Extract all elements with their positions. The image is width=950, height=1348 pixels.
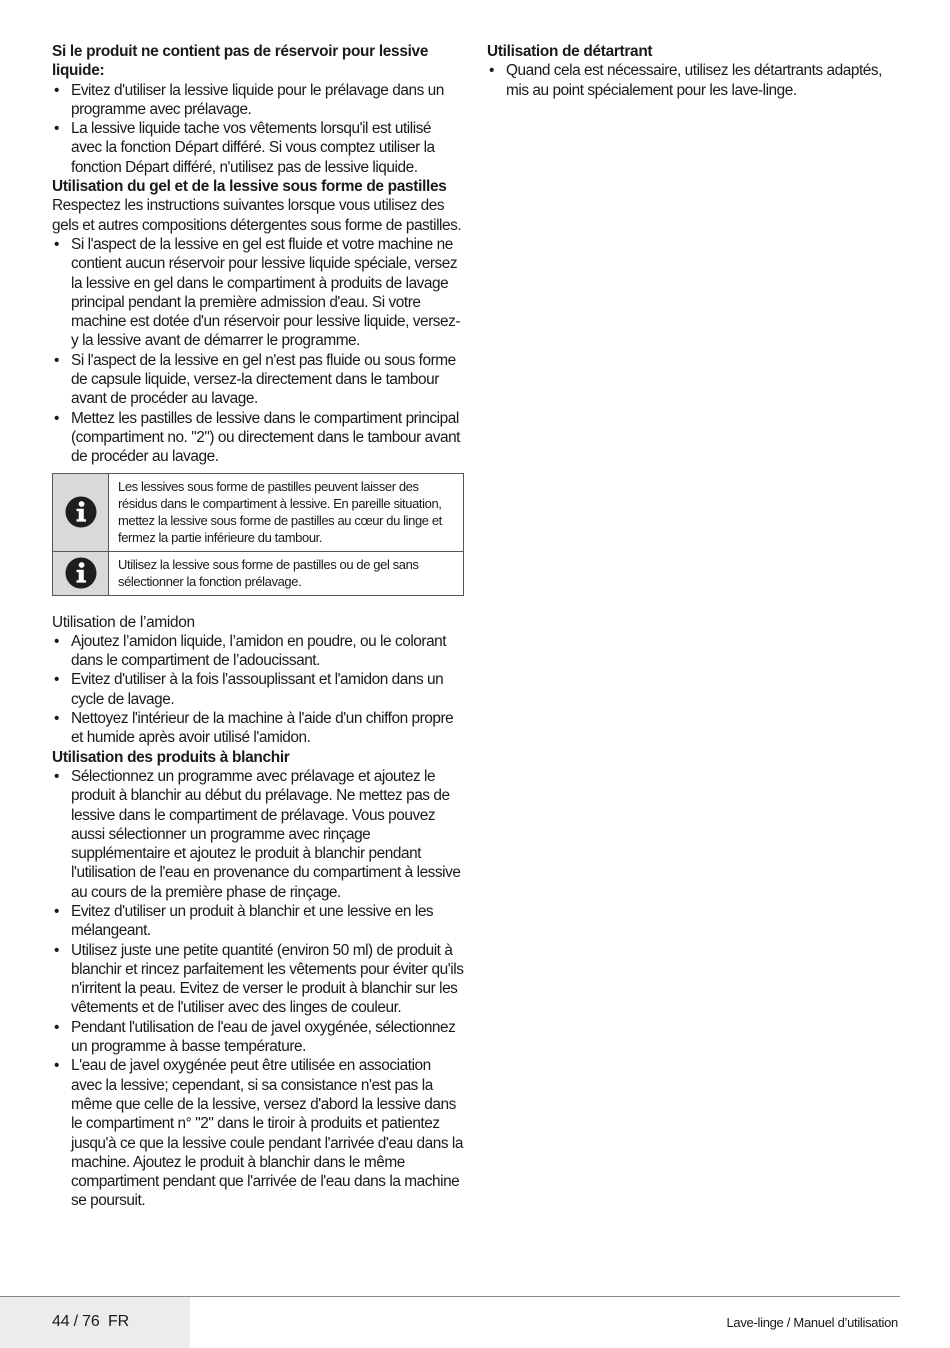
- info-icon: [64, 495, 98, 529]
- page-number: 44 / 76 FR: [52, 1313, 129, 1330]
- document-title: Lave-linge / Manuel d’utilisation: [726, 1315, 898, 1330]
- info-icon: [64, 556, 98, 590]
- list-item: • Mettez les pastilles de lessive dans le compartiment principal (compartiment no. "2") ou directement dans le tambour avant de procéder au lavage.: [52, 409, 464, 467]
- info-note: [53, 551, 463, 595]
- info-note: [53, 474, 463, 551]
- list-item: • Sélectionnez un programme avec prélavage et ajoutez le produit à blanchir au début du prélavage. Ne mettez pas de lessive dans le compartiment de prélavage. Vous pouvez aussi sélectionner un programme avec rinçage supplémentaire et ajoutez le produit à blanchir pendant l'utilisation de l'eau en provenance du compartiment à lessive au cours de la première phase de rinçage.: [52, 767, 464, 902]
- list-item: • La lessive liquide tache vos vêtements lorsqu'il est utilisé avec la fonction Départ différé. Si vous comptez utiliser la fonction Départ différé, n'utilisez pas de lessive liquide.: [52, 119, 464, 177]
- section-heading: Utilisation de l’amidon: [52, 613, 195, 631]
- list-item: • Evitez d'utiliser la lessive liquide pour le prélavage dans un programme avec prélavage.: [52, 81, 464, 120]
- note-text: Utilisez la lessive sous forme de pastilles ou de gel sans sélectionner la fonction prélavage.: [118, 556, 419, 589]
- list-item: • Si l'aspect de la lessive en gel est fluide et votre machine ne contient aucun réservoir pour lessive liquide spéciale, versez la lessive en gel dans le compartiment à produits de lavage principal pendant la première admission d'eau. Si votre machine est dotée d'un réservoir pour lessive liquide, versez-y la lessive avant de démarrer le programme.: [52, 235, 464, 351]
- bullet-list: [52, 767, 464, 1211]
- section-intro: Respectez les instructions suivantes lorsque vous utilisez des gels et autres compositions détergentes sous forme de pastilles.: [52, 197, 462, 234]
- list-item: • Pendant l'utilisation de l'eau de javel oxygénée, sélectionnez un programme à basse température.: [52, 1018, 464, 1057]
- right-column: [487, 42, 899, 100]
- section-heading: Si le produit ne contient pas de réservoir pour lessive liquide:: [52, 43, 429, 80]
- bullet-list: [52, 81, 464, 177]
- section-gel-tablets: [52, 177, 464, 466]
- left-column: [52, 42, 464, 1211]
- section-bleach: [52, 748, 464, 1211]
- section-heading: Utilisation des produits à blanchir: [52, 748, 290, 766]
- list-item: • Nettoyez l'intérieur de la machine à l'aide d'un chiffon propre et humide après avoir utilisé l'amidon.: [52, 709, 464, 748]
- info-notes-box: [52, 473, 464, 596]
- list-item: • Evitez d'utiliser un produit à blanchir et une lessive en les mélangeant.: [52, 902, 464, 941]
- list-item: • Ajoutez l’amidon liquide, l’amidon en poudre, ou le colorant dans le compartiment de l’adoucissant.: [52, 632, 464, 671]
- list-item: • Evitez d'utiliser à la fois l'assouplissant et l'amidon dans un cycle de lavage.: [52, 670, 464, 709]
- list-item: • Utilisez juste une petite quantité (environ 50 ml) de produit à blanchir et rincez parfaitement les vêtements pour éviter qu'ils n'irritent la peau. Evitez de verser le produit à blanchir sur les vêtements et de l'utiliser avec des linges de couleur.: [52, 941, 464, 1018]
- bullet-list: [52, 632, 464, 748]
- list-item: • Si l'aspect de la lessive en gel n'est pas fluide ou sous forme de capsule liquide, versez-la directement dans le tambour avant de procéder au lavage.: [52, 351, 464, 409]
- section-no-liquid-reservoir: [52, 42, 464, 177]
- section-heading: Utilisation du gel et de la lessive sous forme de pastilles: [52, 178, 447, 196]
- bullet-list: [52, 235, 464, 467]
- section-descaler: [487, 42, 899, 100]
- note-text: Les lessives sous forme de pastilles peuvent laisser des résidus dans le compartiment à lessive. En pareille situation, mettez la lessive sous forme de pastilles au cœur du linge et fermez la partie inférieure du tambour.: [118, 478, 442, 545]
- list-item: • L'eau de javel oxygénée peut être utilisée en association avec la lessive; cependant, si sa consistance n'est pas la même que celle de la lessive, versez d'abord la lessive dans le compartiment n° "2" dans le tiroir à produits et patientez jusqu'à ce que la lessive coule pendant l'arrivée d'eau dans la machine. Ajoutez le produit à blanchir dans le même compartiment pendant que l'arrivée de l'eau dans la machine se poursuit.: [52, 1056, 464, 1210]
- section-heading: Utilisation de détartrant: [487, 43, 653, 60]
- bullet-list: [487, 61, 899, 100]
- list-item: • Quand cela est nécessaire, utilisez les détartrants adaptés, mis au point spécialement pour les lave-linge.: [487, 61, 899, 100]
- section-starch: [52, 613, 464, 748]
